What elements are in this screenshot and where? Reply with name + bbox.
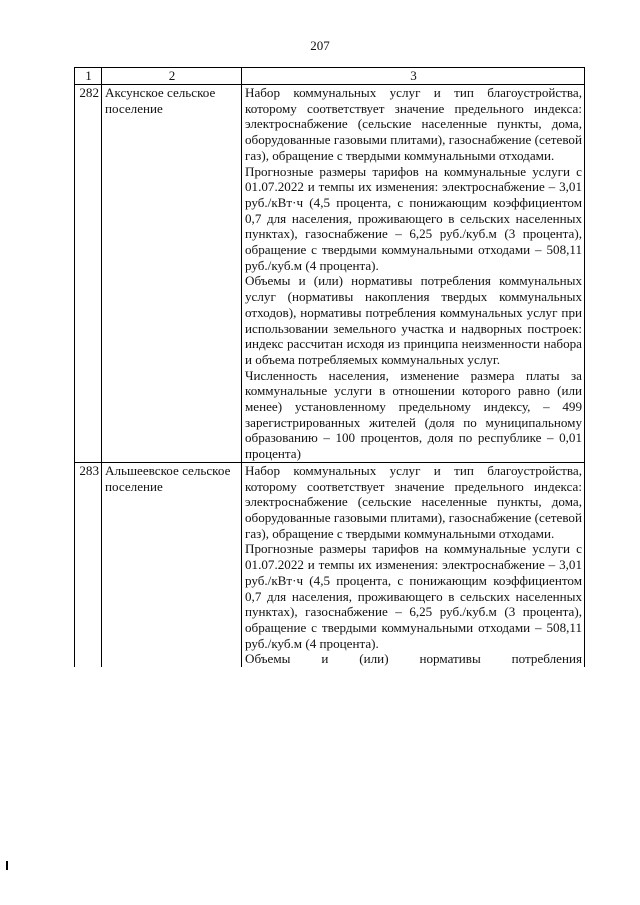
row-number: 283 (75, 462, 102, 667)
settlement-name: Альшеевское сельское поселение (102, 462, 242, 667)
header-col-2: 2 (102, 68, 242, 85)
description-paragraph: Набор коммунальных услуг и тип благоустройства, которому соответствует значение предельного индекса: электроснабжение (сельские населенные пункты, дома, оборудованные газовыми плитами), газоснабжение (сетевой газ), обращение с твердыми коммунальными отходами. (245, 85, 582, 163)
description-paragraph: Прогнозные размеры тарифов на коммунальные услуги с 01.07.2022 и темпы их изменения: электроснабжение – 3,01 руб./кВт·ч (4,5 процента, с понижающим коэффициентом 0,7 для населения, проживающего в сельских населенных пунктах), газоснабжение – 6,25 руб./куб.м (3 процента), обращение с твердыми коммунальными отходами – 508,11 руб./куб.м (4 процента). (245, 163, 582, 273)
scan-edge-mark (6, 861, 8, 870)
row-number: 282 (75, 85, 102, 463)
row-description (242, 85, 585, 463)
description-paragraph: Набор коммунальных услуг и тип благоустройства, которому соответствует значение предельного индекса: электроснабжение (сельские населенные пункты, дома, оборудованные газовыми плитами), газоснабжение (сетевой газ), обращение с твердыми коммунальными отходами. (245, 462, 582, 541)
settlement-name: Аксунское сельское поселение (102, 85, 242, 463)
table-row (75, 85, 585, 463)
table-row (75, 462, 585, 667)
description-paragraph: Объемы и (или) нормативы потребления (245, 651, 582, 667)
header-col-3: 3 (242, 68, 585, 85)
description-paragraph: Прогнозные размеры тарифов на коммунальные услуги с 01.07.2022 и темпы их изменения: электроснабжение – 3,01 руб./кВт·ч (4,5 процента, с понижающим коэффициентом 0,7 для населения, проживающего в сельских населенных пунктах), газоснабжение – 6,25 руб./куб.м (3 процента), обращение с твердыми коммунальными отходами – 508,11 руб./куб.м (4 процента). (245, 541, 582, 651)
tariff-table (74, 67, 585, 667)
header-col-1: 1 (75, 68, 102, 85)
description-paragraph: Объемы и (или) нормативы потребления коммунальных услуг (нормативы накопления твердых коммунальных отходов), нормативы потребления коммунальных услуг при использовании земельного участка и надворных построек: индекс рассчитан исходя из принципа неизменности набора и объема потребляемых коммунальных услуг. (245, 273, 582, 367)
table-header-row (75, 68, 585, 85)
row-description (242, 462, 585, 667)
page-number: 207 (310, 38, 330, 53)
description-paragraph: Численность населения, изменение размера платы за коммунальные услуги в отношении которого равно (или менее) установленному предельному индексу, – 499 зарегистрированных жителей (доля по муниципальному образованию – 100 процентов, доля по республике – 0,01 процента) (245, 367, 582, 462)
